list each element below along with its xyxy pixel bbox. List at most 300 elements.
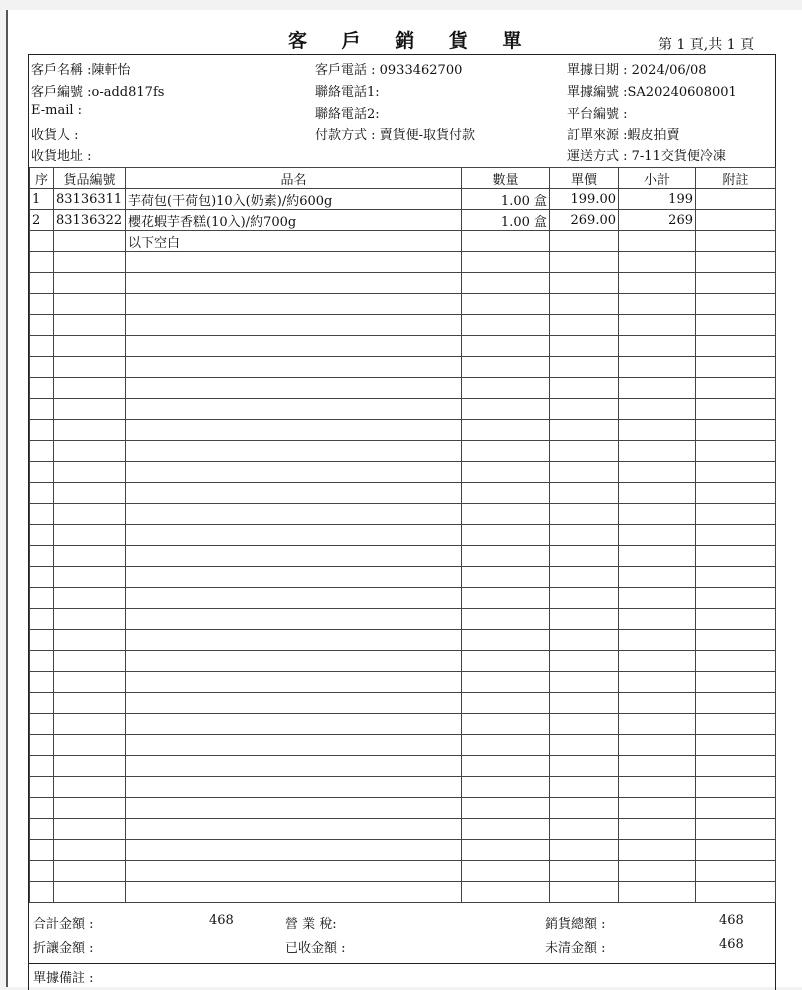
cell-note [696,189,776,210]
empty-cell [550,525,619,546]
empty-cell [30,777,54,798]
empty-cell [696,462,776,483]
header-section [29,55,775,167]
empty-row [30,504,776,525]
empty-cell [126,693,462,714]
empty-cell [696,252,776,273]
empty-cell [550,294,619,315]
empty-cell [696,420,776,441]
empty-row [30,357,776,378]
empty-cell [126,630,462,651]
order-source: 訂單來源 :蝦皮拍賣 [567,128,680,143]
empty-cell [550,777,619,798]
empty-cell [30,567,54,588]
empty-cell [462,819,550,840]
empty-cell [30,609,54,630]
empty-row [30,399,776,420]
empty-cell [126,672,462,693]
col-qty: 數量 [462,168,550,189]
empty-cell [550,273,619,294]
empty-cell [30,336,54,357]
empty-cell [462,399,550,420]
table-row [30,231,776,252]
empty-cell [462,882,550,903]
empty-cell [619,819,696,840]
unpaid-value: 468 [719,937,744,952]
empty-cell [696,714,776,735]
empty-cell [126,252,462,273]
empty-cell [30,588,54,609]
empty-cell [550,441,619,462]
items-table [29,167,776,903]
empty-row [30,609,776,630]
page-title: 客 戶 銷 貨 單 [288,30,536,52]
empty-cell [619,546,696,567]
empty-cell [696,315,776,336]
cell-qty: 1.00 盒 [462,210,550,231]
empty-cell [619,462,696,483]
empty-cell [30,651,54,672]
empty-cell [30,441,54,462]
empty-cell [619,714,696,735]
empty-row [30,588,776,609]
empty-cell [462,777,550,798]
cell-price: 269.00 [550,210,619,231]
empty-cell [550,315,619,336]
empty-cell [619,567,696,588]
empty-cell [30,525,54,546]
empty-cell [550,483,619,504]
empty-cell [462,462,550,483]
empty-cell [696,357,776,378]
empty-cell [54,588,126,609]
empty-cell [126,399,462,420]
empty-row [30,861,776,882]
empty-cell [126,546,462,567]
footer-section [29,905,775,990]
empty-cell [30,840,54,861]
empty-cell [696,798,776,819]
empty-cell [696,441,776,462]
empty-row [30,840,776,861]
empty-cell [462,315,550,336]
empty-cell [462,567,550,588]
empty-cell [550,546,619,567]
empty-cell [550,630,619,651]
empty-cell [619,630,696,651]
empty-cell [30,315,54,336]
empty-cell [54,840,126,861]
empty-cell [696,273,776,294]
empty-cell [462,273,550,294]
empty-cell [54,672,126,693]
empty-cell [462,609,550,630]
empty-cell [126,735,462,756]
empty-cell [54,630,126,651]
empty-cell [126,798,462,819]
empty-cell [696,294,776,315]
empty-cell [550,672,619,693]
empty-row [30,336,776,357]
empty-cell [619,399,696,420]
discount-label: 折讓金額 : [33,941,94,956]
empty-cell [126,441,462,462]
empty-cell [462,693,550,714]
empty-cell [126,714,462,735]
empty-cell [550,336,619,357]
empty-cell [54,336,126,357]
shipping-method: 運送方式 : 7-11交貨便冷凍 [567,149,726,164]
cell-seq: 1 [30,189,54,210]
empty-cell [550,756,619,777]
empty-cell [696,756,776,777]
empty-cell [696,378,776,399]
empty-cell [550,420,619,441]
empty-cell [550,609,619,630]
empty-cell [550,378,619,399]
empty-cell [54,441,126,462]
empty-cell [462,756,550,777]
empty-cell [54,609,126,630]
empty-cell [696,840,776,861]
total-value: 468 [209,913,234,928]
empty-cell [30,420,54,441]
col-price: 單價 [550,168,619,189]
empty-cell [54,735,126,756]
empty-cell [30,798,54,819]
empty-row [30,567,776,588]
empty-row [30,630,776,651]
empty-cell [619,735,696,756]
cell-name: 以下空白 [126,231,462,252]
empty-cell [462,378,550,399]
empty-cell [126,504,462,525]
empty-cell [126,315,462,336]
empty-cell [30,693,54,714]
empty-row [30,378,776,399]
empty-row [30,315,776,336]
col-code: 貨品編號 [54,168,126,189]
empty-cell [462,441,550,462]
empty-cell [696,693,776,714]
empty-cell [462,798,550,819]
empty-cell [619,315,696,336]
empty-cell [696,651,776,672]
empty-cell [54,819,126,840]
empty-cell [54,756,126,777]
empty-cell [619,252,696,273]
empty-cell [550,840,619,861]
empty-cell [462,357,550,378]
empty-cell [30,504,54,525]
empty-cell [30,819,54,840]
empty-cell [619,483,696,504]
cell-subtotal: 199 [619,189,696,210]
empty-row [30,798,776,819]
col-seq: 序 [30,168,54,189]
empty-cell [619,651,696,672]
empty-row [30,735,776,756]
empty-cell [619,441,696,462]
empty-cell [54,567,126,588]
empty-cell [54,777,126,798]
empty-cell [696,546,776,567]
empty-cell [126,567,462,588]
empty-cell [126,378,462,399]
empty-cell [54,504,126,525]
empty-cell [126,609,462,630]
contact-phone-1: 聯絡電話1: [315,85,380,100]
empty-cell [696,483,776,504]
empty-cell [550,588,619,609]
col-name: 品名 [126,168,462,189]
empty-cell [550,357,619,378]
empty-cell [462,651,550,672]
empty-cell [54,273,126,294]
customer-name: 客戶名稱 :陳軒怡 [31,63,131,78]
sales-total-label: 銷貨總額 : [545,917,606,932]
empty-cell [462,420,550,441]
table-row [30,210,776,231]
customer-phone: 客戶電話 : 0933462700 [315,63,463,78]
empty-row [30,882,776,903]
empty-cell [126,777,462,798]
document-date: 單據日期 : 2024/06/08 [567,63,707,78]
empty-cell [54,399,126,420]
empty-cell [462,504,550,525]
platform-number: 平台編號 : [567,107,628,122]
col-subtotal: 小計 [619,168,696,189]
empty-cell [30,672,54,693]
empty-cell [30,399,54,420]
empty-cell [54,252,126,273]
empty-cell [30,714,54,735]
empty-cell [126,882,462,903]
empty-row [30,294,776,315]
empty-cell [30,756,54,777]
cell-price [550,231,619,252]
empty-cell [126,840,462,861]
empty-cell [696,630,776,651]
empty-row [30,273,776,294]
empty-cell [126,588,462,609]
empty-cell [54,294,126,315]
empty-cell [462,630,550,651]
empty-cell [550,252,619,273]
empty-cell [54,861,126,882]
empty-row [30,546,776,567]
empty-cell [126,273,462,294]
empty-cell [54,651,126,672]
received-label: 已收金額 : [285,941,346,956]
empty-cell [550,861,619,882]
empty-cell [30,294,54,315]
empty-cell [30,357,54,378]
empty-cell [550,399,619,420]
invoice-frame [28,54,776,990]
empty-cell [126,336,462,357]
empty-cell [30,546,54,567]
unpaid-label: 未清金額 : [545,941,606,956]
cell-seq: 2 [30,210,54,231]
empty-cell [696,819,776,840]
empty-cell [54,378,126,399]
empty-cell [30,882,54,903]
empty-cell [30,735,54,756]
empty-cell [696,882,776,903]
empty-row [30,714,776,735]
col-note: 附註 [696,168,776,189]
table-row [30,189,776,210]
empty-cell [550,651,619,672]
total-label: 合計金額 : [33,917,94,932]
cell-subtotal: 269 [619,210,696,231]
empty-cell [619,504,696,525]
empty-cell [619,672,696,693]
empty-cell [619,525,696,546]
empty-cell [126,462,462,483]
empty-cell [550,714,619,735]
empty-cell [550,819,619,840]
empty-cell [550,504,619,525]
empty-row [30,462,776,483]
empty-cell [462,525,550,546]
empty-cell [619,693,696,714]
remarks-label: 單據備註 : [33,971,94,986]
empty-cell [54,798,126,819]
empty-cell [619,420,696,441]
tax-label: 營 業 稅: [285,917,337,932]
empty-cell [696,504,776,525]
empty-cell [126,525,462,546]
empty-cell [462,735,550,756]
document-number: 單據編號 :SA20240608001 [567,85,737,100]
empty-cell [462,294,550,315]
cell-note [696,210,776,231]
empty-cell [54,420,126,441]
remarks-divider [29,963,775,964]
email: E-mail : [31,103,83,118]
cell-qty [462,231,550,252]
empty-cell [462,840,550,861]
empty-cell [696,861,776,882]
empty-cell [696,567,776,588]
empty-cell [462,861,550,882]
items-body [30,189,776,903]
empty-cell [696,336,776,357]
cell-price: 199.00 [550,189,619,210]
empty-cell [54,462,126,483]
empty-cell [550,882,619,903]
address: 收貨地址 : [31,149,92,164]
empty-cell [126,420,462,441]
empty-cell [619,336,696,357]
cell-code: 83136311 [54,189,126,210]
empty-row [30,525,776,546]
empty-cell [30,483,54,504]
cell-note [696,231,776,252]
empty-cell [54,693,126,714]
empty-cell [550,798,619,819]
empty-row [30,777,776,798]
cell-subtotal [619,231,696,252]
customer-code: 客戶編號 :o-add817fs [31,85,165,100]
empty-cell [619,861,696,882]
empty-cell [619,840,696,861]
empty-cell [126,756,462,777]
empty-cell [54,546,126,567]
empty-cell [696,735,776,756]
empty-cell [619,609,696,630]
empty-row [30,651,776,672]
empty-cell [54,315,126,336]
empty-cell [30,378,54,399]
payment-method: 付款方式 : 賣貨便-取貨付款 [315,128,476,143]
empty-cell [696,672,776,693]
cell-code [54,231,126,252]
empty-row [30,672,776,693]
contact-phone-2: 聯絡電話2: [315,107,380,122]
empty-cell [619,294,696,315]
empty-cell [126,861,462,882]
empty-cell [30,462,54,483]
empty-cell [619,798,696,819]
sales-total-value: 468 [719,913,744,928]
empty-cell [619,777,696,798]
empty-row [30,420,776,441]
empty-cell [619,882,696,903]
empty-row [30,441,776,462]
empty-cell [550,462,619,483]
page-number: 第 1 頁,共 1 頁 [658,37,755,53]
empty-cell [619,273,696,294]
empty-cell [550,567,619,588]
empty-cell [462,252,550,273]
empty-cell [30,252,54,273]
empty-cell [696,525,776,546]
empty-cell [126,651,462,672]
empty-cell [54,357,126,378]
empty-cell [696,609,776,630]
empty-cell [462,483,550,504]
empty-cell [696,777,776,798]
empty-cell [30,630,54,651]
empty-cell [462,336,550,357]
empty-cell [619,588,696,609]
empty-cell [30,861,54,882]
cell-code: 83136322 [54,210,126,231]
cell-name: 芋荷包(干荷包)10入(奶素)/約600g [126,189,462,210]
empty-cell [54,882,126,903]
empty-cell [126,357,462,378]
empty-cell [126,294,462,315]
empty-cell [54,525,126,546]
empty-cell [550,735,619,756]
empty-cell [696,399,776,420]
invoice-page [6,10,802,987]
empty-cell [54,483,126,504]
cell-qty: 1.00 盒 [462,189,550,210]
empty-cell [619,378,696,399]
empty-row [30,252,776,273]
empty-cell [462,546,550,567]
empty-row [30,756,776,777]
empty-cell [126,483,462,504]
table-header-row [30,168,776,189]
empty-cell [54,714,126,735]
empty-cell [696,588,776,609]
receiver: 收貨人 : [31,128,79,143]
